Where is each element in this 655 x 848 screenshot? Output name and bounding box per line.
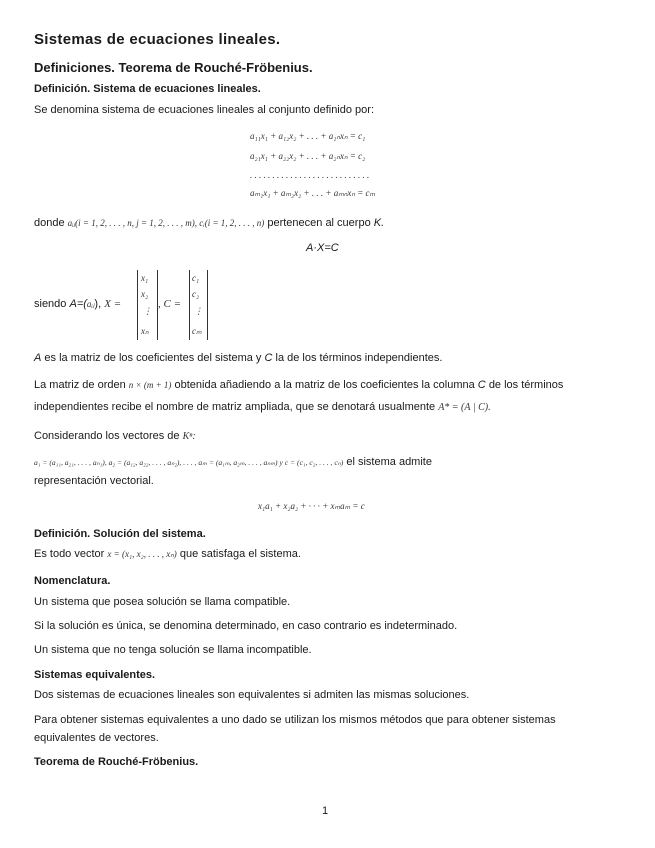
augmented-text-3: de los términos xyxy=(488,379,564,391)
C-entry-4: cₘ xyxy=(192,326,202,336)
Kn-math: Kⁿ: xyxy=(182,431,196,442)
page-title: Sistemas de ecuaciones lineales. xyxy=(34,31,281,48)
donde-line xyxy=(34,217,384,229)
nomenclature-heading: Nomenclatura. xyxy=(34,575,111,587)
donde-prefix: donde xyxy=(34,217,65,229)
matrix-equation: A·X=C xyxy=(306,242,339,254)
definition-heading-solution: Definición. Solución del sistema. xyxy=(34,528,206,540)
augmented-paragraph-line-2 xyxy=(34,401,491,413)
augmented-order-math: n × (m + 1) xyxy=(128,380,172,390)
solution-vector-math: x = (x₁, x₂, . . . , xₙ) xyxy=(107,549,177,559)
X-entry-1: x₁ xyxy=(141,273,149,283)
equivalent-definition: Dos sistemas de ecuaciones lineales son equivalentes si admiten las mismas soluciones. xyxy=(34,689,470,701)
coef-text-2: la de los términos independientes. xyxy=(272,352,443,364)
A-symbol: A xyxy=(34,352,42,364)
vectors-line-2: representación vectorial. xyxy=(34,475,154,487)
definition-text-solution xyxy=(34,548,301,560)
solution-suffix: que satisfaga el sistema. xyxy=(179,548,301,560)
C-entry-1: c₁ xyxy=(192,273,200,283)
siendo-line xyxy=(34,298,121,310)
donde-suffix: pertenecen al cuerpo xyxy=(267,217,371,229)
C-right-bracket xyxy=(207,270,208,340)
considerando-line xyxy=(34,430,196,442)
C-label: , C = xyxy=(158,298,182,310)
coefficients-paragraph xyxy=(34,352,442,364)
X-entry-4: xₙ xyxy=(141,326,149,336)
equivalent-method-line-2: equivalentes de vectores. xyxy=(34,732,159,744)
solution-prefix: Es todo vector xyxy=(34,548,105,560)
C-entry-2: c₂ xyxy=(192,289,200,299)
definition-text-system: Se denomina sistema de ecuaciones lineales al conjunto definido por: xyxy=(34,104,374,116)
vectors-line xyxy=(34,456,432,468)
theorem-heading: Teorema de Rouché-Fröbenius. xyxy=(34,756,199,768)
augmented-text-1: La matriz de orden xyxy=(34,379,126,391)
siendo-prefix: siendo xyxy=(34,298,67,310)
section-subtitle: Definiciones. Teorema de Rouché-Fröbenius. xyxy=(34,60,313,75)
definition-heading-system: Definición. Sistema de ecuaciones lineales. xyxy=(34,83,261,95)
nomenclature-incompatible: Un sistema que no tenga solución se llama incompatible. xyxy=(34,644,312,656)
vectors-math: a₁ = (a₁₁, a₂₁, . . . , aₙ₁), a₂ = (a₁₂, a₂₂, . . . , aₙ₂), . . . , aₘ = (a₁ₘ, a₂ₘ, . . . , aₙₘ) y c = (c₁, c₂, . . . , cₙ) xyxy=(34,458,344,467)
X-label: X = xyxy=(104,298,122,310)
C-symbol: C xyxy=(264,352,273,364)
nomenclature-determinado: Si la solución es única, se denomina determinado, en caso contrario es indeterminado. xyxy=(34,620,458,632)
page-number: 1 xyxy=(322,805,329,817)
field-symbol: K. xyxy=(373,217,385,229)
A-close: ), xyxy=(94,298,102,310)
augmented-C-symbol: C xyxy=(477,379,486,391)
augmented-paragraph-line-1 xyxy=(34,379,563,391)
nomenclature-compatible: Un sistema que posea solución se llama compatible. xyxy=(34,596,291,608)
X-left-bracket xyxy=(137,270,138,340)
equivalent-heading: Sistemas equivalentes. xyxy=(34,669,156,681)
A-inner: aᵢⱼ xyxy=(86,299,95,309)
equation-row-2: a₂₁x₁ + a₂₂x₂ + . . . + a₂ₙxₙ = c₂ xyxy=(250,151,366,161)
equation-row-1: a₁₁x₁ + a₁₂x₂ + . . . + a₁ₙxₙ = c₁ xyxy=(250,131,366,141)
donde-math: aᵢⱼ(i = 1, 2, . . . , n, j = 1, 2, . . . , m), cᵢ(i = 1, 2, . . . , n) xyxy=(67,218,265,228)
coef-text-1: es la matriz de los coeficientes del sistema y xyxy=(41,352,265,364)
equivalent-method-line-1: Para obtener sistemas equivalentes a uno dado se utilizan los mismos métodos que para obtener sistemas xyxy=(34,714,556,726)
A-label: A=( xyxy=(69,298,87,310)
C-left-bracket xyxy=(189,270,190,340)
equation-row-m: aₘ₁x₁ + aₘ₂x₂ + . . . + aₘₙxₙ = cₘ xyxy=(250,188,376,198)
augmented-text-2: obtenida añadiendo a la matriz de los coeficientes la columna xyxy=(174,379,475,391)
vectors-text: el sistema admite xyxy=(346,456,432,468)
C-entry-3: ⋮ xyxy=(194,306,203,316)
augmented-text-4: independientes recibe el nombre de matriz ampliada, que se denotará usualmente xyxy=(34,401,436,413)
equation-row-dots: . . . . . . . . . . . . . . . . . . . . . . . . . . . xyxy=(250,170,370,180)
vector-equation: x₁a₁ + x₂a₂ + · · · + xₘaₘ = c xyxy=(258,501,365,511)
X-entry-2: x₂ xyxy=(141,289,149,299)
augmented-notation-math: A* = (A | C). xyxy=(438,402,491,413)
X-entry-3: ⋮ xyxy=(143,306,152,316)
considerando-text: Considerando los vectores de xyxy=(34,430,180,442)
